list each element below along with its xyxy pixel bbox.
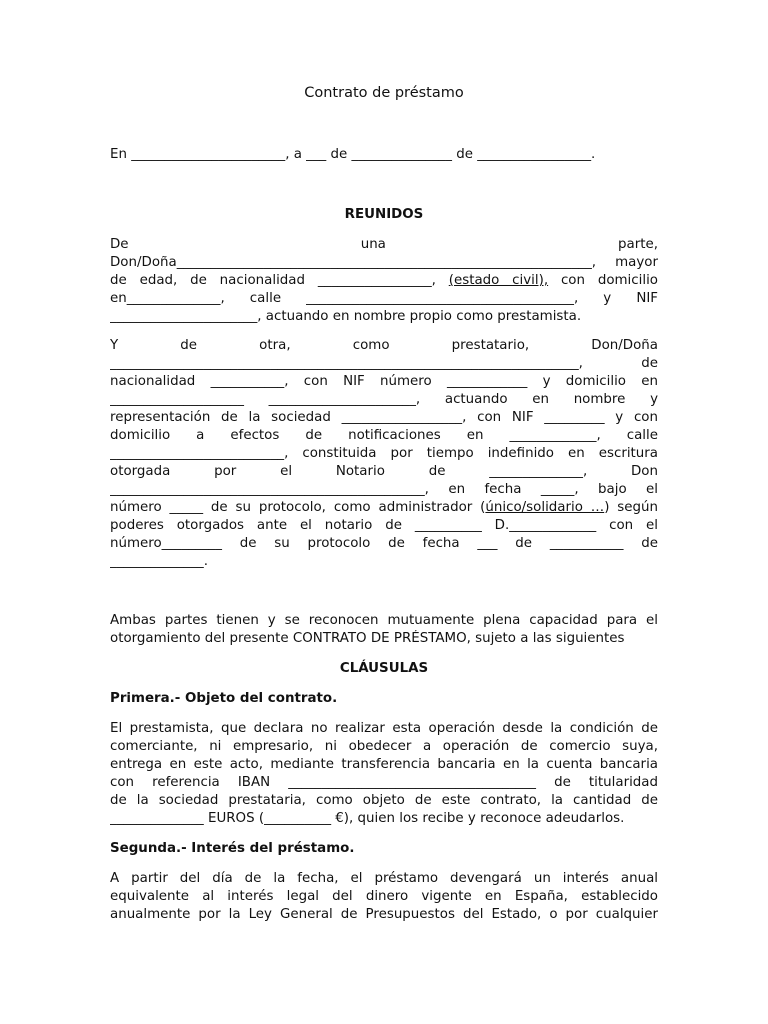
- reunidos-heading: REUNIDOS: [344, 207, 424, 222]
- clausulas-heading: CLÁUSULAS: [339, 661, 429, 676]
- capacity-line: otorgamiento del presente CONTRATO DE PRÉSTAMO, sujeto a las siguientes: [110, 631, 625, 646]
- party1-line: Don/Doña______________________________________________________________, mayor: [110, 255, 658, 270]
- party2-line: Y de otra, como prestatario, Don/Doña: [110, 338, 658, 353]
- party1-line: en______________, calle ________________________________________, y NIF: [110, 291, 658, 306]
- clause1-line: entrega en este acto, mediante transferencia bancaria en la cuenta bancaria: [110, 757, 658, 772]
- party1-paragraph: [110, 236, 658, 326]
- place-date-line: En _______________________, a ___ de _______________ de _________________.: [110, 147, 596, 162]
- clause2-line: equivalente al interés legal del dinero vigente en España, establecido: [110, 889, 658, 904]
- clause1-line: comerciante, ni empresario, ni obedecer a operación de comercio suya,: [110, 739, 658, 754]
- clause2-line: A partir del día de la fecha, el préstamo devengará un interés anual: [110, 871, 658, 886]
- party1-line: ______________________, actuando en nombre propio como prestamista.: [110, 309, 582, 324]
- party2-line: __________________________, constituida por tiempo indefinido en escritura: [110, 446, 658, 461]
- party2-line: [110, 499, 658, 517]
- clause1-line: de la sociedad prestataria, como objeto de este contrato, la cantidad de: [110, 793, 658, 808]
- party1-line-text: de edad, de nacionalidad _________________, (estado civil), con domicilio: [110, 273, 658, 288]
- party2-line: otorgada por el Notario de ______________, Don: [110, 464, 658, 479]
- party2-line: ______________.: [110, 554, 208, 569]
- party2-paragraph: [110, 337, 658, 571]
- capacity-line: Ambas partes tienen y se reconocen mutuamente plena capacidad para el: [110, 613, 658, 628]
- party1-line: De una parte,: [110, 237, 658, 252]
- party2-line: número_________ de su protocolo de fecha ___ de ___________ de: [110, 536, 658, 551]
- underlined-text: (estado civil),: [448, 273, 549, 288]
- clause2-paragraph: [110, 870, 658, 924]
- clause2-heading: Segunda.- Interés del préstamo.: [110, 841, 355, 856]
- clause2-line: anualmente por la Ley General de Presupuestos del Estado, o por cualquier: [110, 907, 658, 922]
- underlined-text: único/solidario …: [485, 500, 605, 515]
- clause1-line: con referencia IBAN _____________________________________ de titularidad: [110, 775, 658, 790]
- document-title: Contrato de préstamo: [304, 85, 464, 101]
- party2-line: poderes otorgados ante el notario de __________ D._____________ con el: [110, 518, 658, 533]
- party2-line: representación de la sociedad __________________, con NIF _________ y con: [110, 410, 658, 425]
- party2-line: ______________________________________________________________________, de: [110, 356, 658, 371]
- party1-line: [110, 272, 658, 290]
- clause1-paragraph: [110, 720, 658, 828]
- clause1-heading: Primera.- Objeto del contrato.: [110, 691, 338, 706]
- capacity-paragraph: [110, 612, 658, 648]
- party2-line: nacionalidad ___________, con NIF número ____________ y domicilio en: [110, 374, 658, 389]
- clause1-line: El prestamista, que declara no realizar esta operación desde la condición de: [110, 721, 658, 736]
- clause1-line: ______________ EUROS (__________ €), quien los recibe y reconoce adeudarlos.: [110, 811, 625, 826]
- party2-line: domicilio a efectos de notificaciones en _____________, calle: [110, 428, 658, 443]
- party2-line-text: número _____ de su protocolo, como administrador (único/solidario …) según: [110, 500, 658, 515]
- party2-line: ____________________ ______________________, actuando en nombre y: [110, 392, 658, 407]
- party2-line: _______________________________________________, en fecha _____, bajo el: [110, 482, 658, 497]
